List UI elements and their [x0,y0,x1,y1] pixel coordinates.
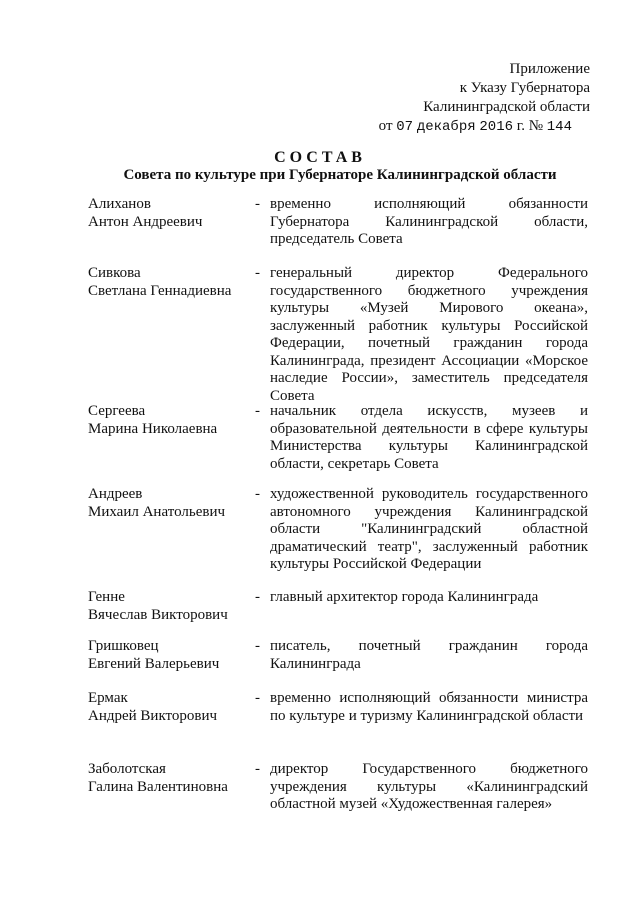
date-year-suffix: г. [516,118,525,134]
member-given-name: Марина Николаевна [88,420,218,437]
appendix-header [300,60,590,137]
member-surname: Алиханов [88,196,151,212]
member-surname: Сивкова [88,265,141,281]
member-position: временно исполняющий обязанности министра по культуре и туризму Калининградской области [270,690,588,724]
member-dash: - [255,638,260,654]
member-given-name: Светлана Геннадиевна [88,282,232,299]
member-dash: - [255,761,260,777]
member-dash: - [255,690,260,706]
member-name [88,486,253,521]
member-dash: - [255,403,260,419]
member-surname: Сергеева [88,403,146,419]
member-given-name: Евгений Валерьевич [88,655,220,672]
member-surname: Гришковец [88,638,159,654]
member-position: директор Государственного бюджетного учреждения культуры «Калининградский областной музей «Художественная галерея» [270,761,588,812]
member-surname: Генне [88,589,125,605]
document-title: СОСТАВ [274,149,366,166]
decree-date-line [300,117,572,137]
member-dash: - [255,589,260,605]
member-name [88,196,253,231]
member-position: главный архитектор города Калининграда [270,589,539,605]
member-name [88,589,253,624]
date-day: 07 [396,119,414,135]
appendix-line-2: к Указу Губернатора [459,80,590,96]
decree-number: 144 [546,119,572,135]
number-sign: № [528,118,544,134]
member-given-name: Михаил Анатольевич [88,503,226,520]
member-position: художественной руководитель государственного автономного учреждения Калининградской области "Калининградский областной драматический театр", заслуженный работник культуры Российской Федерации [270,486,588,572]
date-month: декабря [416,119,476,135]
member-given-name: Вячеслав Викторович [88,606,228,623]
member-given-name: Андрей Викторович [88,707,218,724]
member-position: начальник отдела искусств, музеев и образовательной деятельности в сфере культуры Министерства культуры Калининградской области, секретарь Совета [270,403,588,472]
member-name [88,690,253,725]
member-surname: Андреев [88,486,143,502]
member-name [88,265,253,300]
appendix-line-1: Приложение [509,61,590,77]
member-position: временно исполняющий обязанности Губернатора Калининградской области, председатель Совета [270,196,588,247]
member-dash: - [255,486,260,502]
member-given-name: Антон Андреевич [88,213,203,230]
member-dash: - [255,265,260,281]
member-name [88,403,253,438]
appendix-line-3: Калининградской области [423,99,590,115]
member-surname: Заболотская [88,761,166,777]
date-year: 2016 [479,119,513,135]
member-given-name: Галина Валентиновна [88,778,228,795]
member-position: генеральный директор Федерального государственного бюджетного учреждения культуры «Музей Мирового океана», заслуженный работник культуры Российской Федерации, почетный гражданин города Калининграда, президент Ассоциации «Морское наследие России», заместитель председателя Совета [270,265,588,404]
member-name [88,638,253,673]
date-prefix: от [378,118,393,134]
document-subtitle: Совета по культуре при Губернаторе Калининградской области [123,167,557,183]
member-position: писатель, почетный гражданин города Калининграда [270,638,588,672]
member-name [88,761,253,796]
member-dash: - [255,196,260,212]
member-surname: Ермак [88,690,128,706]
